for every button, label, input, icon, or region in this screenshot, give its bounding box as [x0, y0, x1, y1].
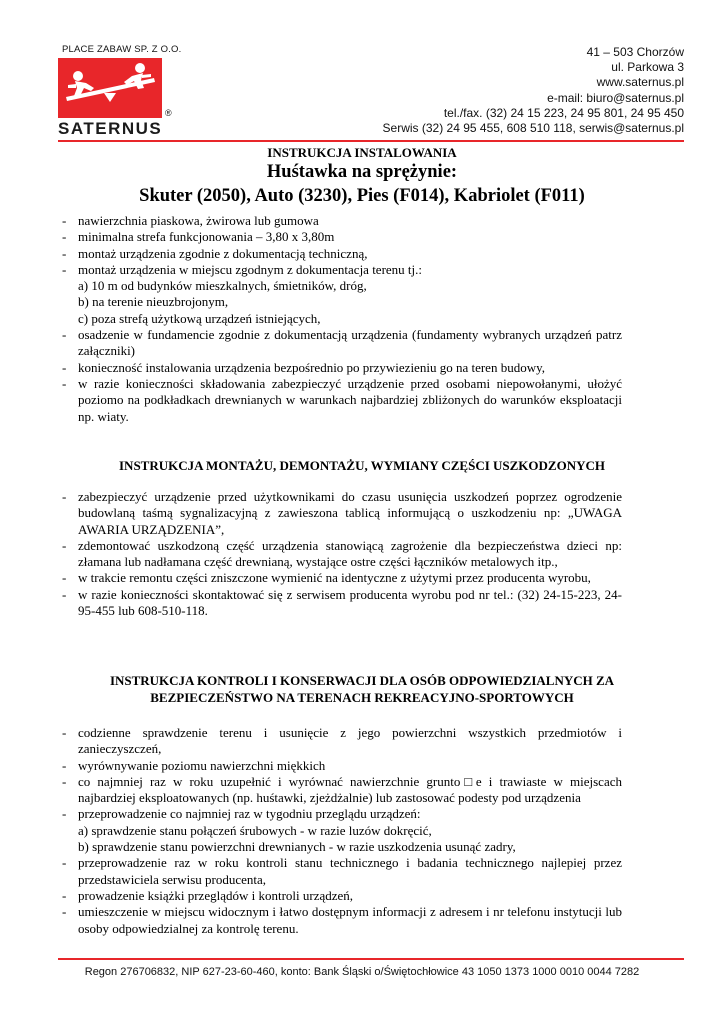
list-item: - umieszczenie w miejscu widocznym i łatwo dostępnym informacji z adresem i nr telefonu instytucji lub osoby odpowiedzialnej za kontrolę terenu.	[62, 904, 622, 936]
installation-list	[62, 213, 622, 425]
contact-website: www.saternus.pl	[596, 75, 684, 90]
list-item: - w razie konieczności skontaktować się z serwisem producenta wyrobu pod nr tel.: (32) 24-15-223, 24-95-455 lub 608-510-118.	[62, 586, 622, 619]
list-item: - codzienne sprawdzenie terenu i usunięcie z jego powierzchni wszystkich przedmiotów i zanieczyszczeń,	[62, 725, 622, 757]
footer-divider	[58, 958, 684, 960]
list-item: - zdemontować uszkodzoną część urządzenia stanowiącą zagrożenie dla bezpieczeństwa dzieci np: złamana lub nadłamana część drewnianą, wystające ostre części łączników metalowych itp.,	[62, 537, 622, 570]
list-item: - zabezpieczyć urządzenie przed użytkownikami do czasu usunięcia uszkodzeń poprzez ogrodzenie budowlaną taśmą sygnalizacyjną z zawieszona tablicą informującą o uszkodzeniu np: „UWAGA AWARIA URZĄDZENIA”,	[62, 489, 622, 537]
contact-address-city: 41 – 503 Chorzów	[586, 45, 684, 59]
list-item: - przeprowadzenie raz w roku kontroli stanu technicznego i badania technicznego najlepiej przez przedstawiciela serwisu producenta,	[62, 855, 622, 887]
contact-block	[383, 45, 684, 136]
assembly-list	[62, 489, 622, 619]
saternus-logo	[58, 58, 162, 118]
seesaw-icon	[58, 58, 162, 118]
list-subitem: b) sprawdzenie stanu powierzchni drewnianych - w razie uszkodzenia usunąć zadry,	[78, 839, 516, 855]
list-item: - przeprowadzenie co najmniej raz w tygodniu przeglądu urządzeń:	[62, 806, 421, 822]
list-item: - montaż urządzenia w miejscu zgodnym z dokumentacja terenu tj.:	[62, 261, 423, 277]
section-heading-line-2: BEZPIECZEŃSTWO NA TERENACH REKREACYJNO-SPORTOWYCH	[150, 689, 574, 705]
title-line-1: Huśtawka na sprężynie:	[266, 162, 458, 182]
footer-company-info: Regon 276706832, NIP 627-23-60-460, konto: Bank Śląski o/Świętochłowice 43 1050 1373 1000 0010 0044 7282	[84, 966, 640, 978]
maintenance-list	[62, 725, 622, 937]
list-item: - co najmniej raz w roku uzupełnić i wyrównać nawierzchnie grunto□e i trawiaste w miejscach najbardziej eksploatowanych (np. huśtawki, zjeżdżalnie) lub zastosować podesty pod urządzenia	[62, 773, 622, 806]
list-subitem: b) na terenie nieuzbrojonym,	[78, 294, 229, 310]
title-line-2: Skuter (2050), Auto (3230), Pies (F014), Kabriolet (F011)	[139, 186, 585, 206]
section-heading-assembly: INSTRUKCJA MONTAŻU, DEMONTAŻU, WYMIANY CZĘŚCI USZKODZONYCH	[119, 458, 605, 473]
contact-phone: tel./fax. (32) 24 15 223, 24 95 801, 24 95 450	[443, 105, 684, 120]
list-item: - wyrównywanie poziomu nawierzchni miękkich	[62, 757, 326, 773]
section-heading-line-1: INSTRUKCJA KONTROLI I KONSERWACJI DLA OSÓB ODPOWIEDZIALNYCH ZA	[109, 673, 615, 688]
list-subitem: c) poza strefą użytkową urządzeń istniejących,	[78, 310, 321, 326]
contact-address-street: ul. Parkowa 3	[611, 60, 684, 75]
list-item: - montaż urządzenia zgodnie z dokumentacją techniczną,	[62, 245, 368, 261]
logo-wordmark: SATERNUS	[58, 119, 163, 138]
list-item: - konieczność instalowania urządzenia bezpośrednio po przywiezieniu go na teren budowy,	[62, 359, 545, 375]
document-title	[0, 160, 724, 208]
header-divider	[58, 140, 684, 142]
contact-email: e-mail: biuro@saternus.pl	[547, 90, 684, 105]
company-name-small: PLACE ZABAW SP. Z O.O.	[62, 44, 182, 55]
list-subitem: a) sprawdzenie stanu połączeń śrubowych - w razie luzów dokręcić,	[78, 822, 432, 838]
registered-mark: ®	[165, 108, 172, 118]
document-type: INSTRUKCJA INSTALOWANIA	[267, 145, 457, 160]
list-item: - minimalna strefa funkcjonowania – 3,80 x 3,80m	[62, 229, 335, 245]
list-item: - prowadzenie książki przeglądów i kontroli urządzeń,	[62, 887, 354, 903]
list-item: - osadzenie w fundamencie zgodnie z dokumentacją urządzenia (fundamenty wybranych urządzeń patrz załączniki)	[62, 327, 622, 359]
list-item: - nawierzchnia piaskowa, żwirowa lub gumowa	[62, 213, 319, 228]
list-item: - w trakcie remontu części zniszczone wymienić na identyczne z użytymi przez producenta wyrobu,	[62, 570, 591, 586]
contact-service: Serwis (32) 24 95 455, 608 510 118, serwis@saternus.pl	[382, 121, 684, 136]
section-heading-maintenance	[0, 673, 724, 706]
list-subitem: a) 10 m od budynków mieszkalnych, śmietników, dróg,	[78, 278, 367, 294]
list-item: - w razie konieczności składowania zabezpieczyć urządzenie przed osobami niepowołanymi, ułożyć poziomo na podkładkach drewnianych w warunkach najbardziej zbliżonych do warunków eksploatacji np. wiaty.	[62, 375, 622, 424]
